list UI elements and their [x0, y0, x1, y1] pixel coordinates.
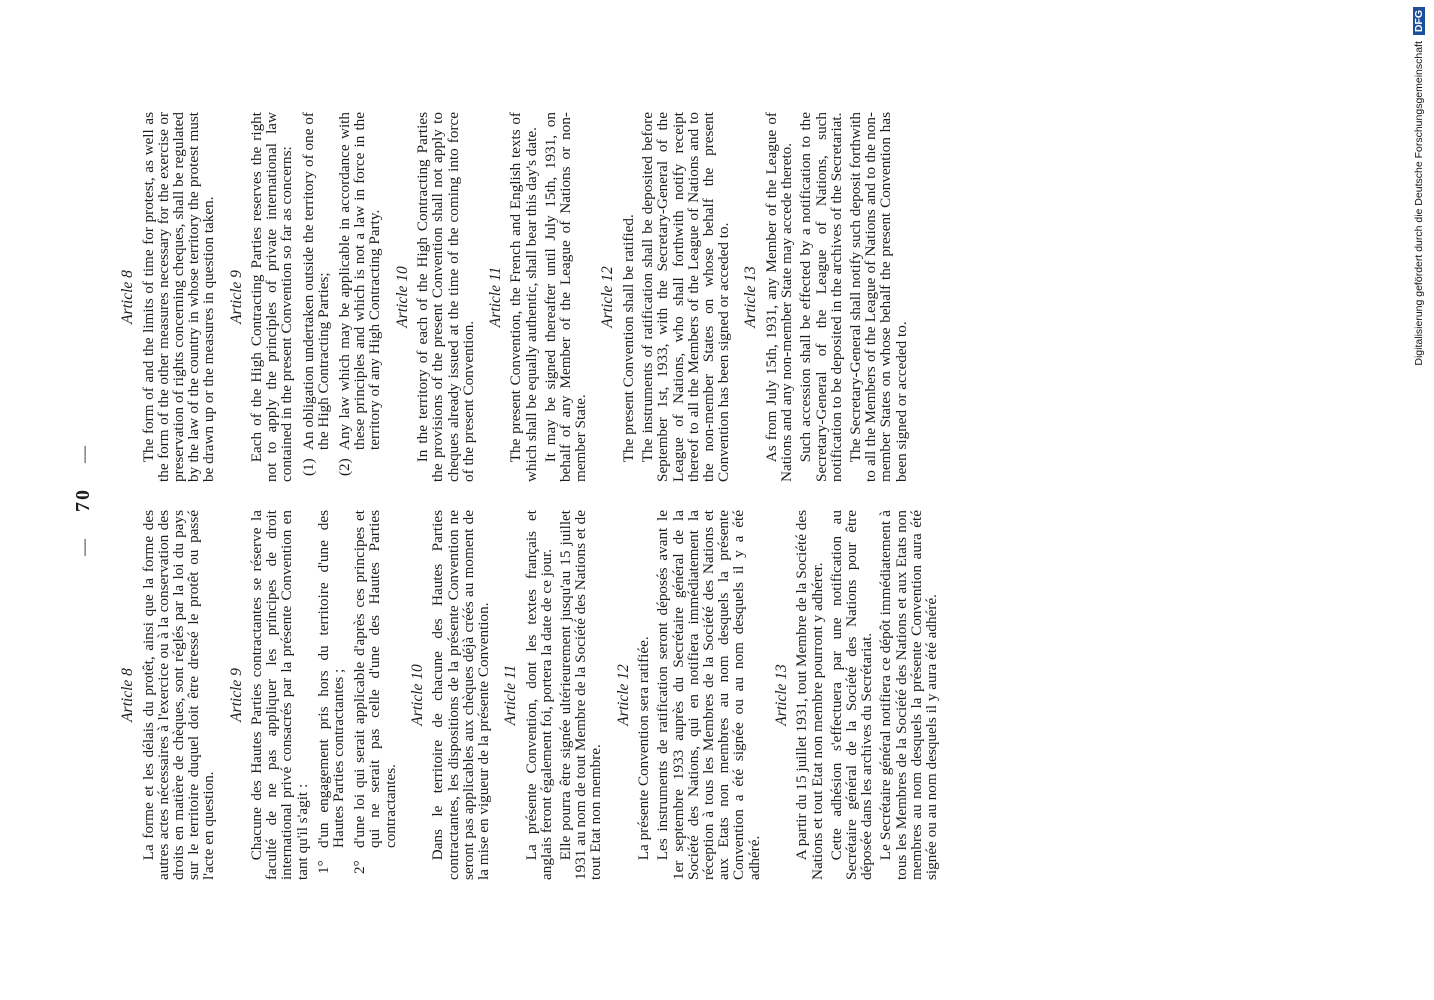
article-paragraph: The instruments of ratification shall be deposited before September 1st, 1933, with the Secretary-General of the League of Nations, who shall forthwith notify receipt thereof to all the Members of the League of Nations and to the non-member States on whose behalf the present Convention has been signed or acceded to.: [639, 112, 733, 482]
article-section: [600, 112, 731, 482]
article-list-item: [337, 112, 383, 482]
article-title: Article 11: [486, 266, 504, 328]
article-title: Article 10: [408, 664, 426, 726]
article-list-item: [352, 510, 398, 880]
article-paragraph: Such accession shall be effected by a notification to the Secretary-General of the League of Nations, such notification to be deposited in the archives of the Secretariat.: [797, 112, 845, 482]
article-paragraph: The Secretary-General shall notify such deposit forthwith to all the Members of the League of Nations and to the non-member States on whose behalf the present Convention has been signed or acceded to.: [846, 112, 910, 482]
article-title: Article 9: [227, 270, 245, 324]
article-paragraph: Dans le territoire de chacune des Hautes Parties contractantes, les dispositions de la présente Convention ne seront pas applicables aux chèques déjà créés au moment de la mise en vigueur de la présente Convention.: [429, 510, 492, 880]
article-section: [743, 112, 908, 482]
article-title: Article 13: [772, 664, 790, 726]
english-text-column: [120, 112, 921, 482]
article-section: [229, 112, 383, 482]
article-title: Article 12: [614, 664, 632, 726]
article-paragraph: La présente Convention sera ratifiée.: [635, 636, 653, 861]
digitization-stamp: [1408, 8, 1430, 398]
list-item-marker: 2°: [351, 860, 369, 874]
article-paragraph: The present Convention shall be ratified.: [619, 214, 637, 463]
list-item-text: Any law which may be applicable in accordance with these principles and which is not a law in force in the territory of any High Contracting Party.: [336, 112, 384, 450]
article-title: Article 8: [119, 270, 136, 324]
article-paragraph: La forme et les délais du protêt, ainsi que la forme des autres actes nécessaires à l'exercice ou à la conservation des droits en matière de chèques, sont réglés par la loi du pays sur le territoire duquel doit être dressé le protêt ou passé l'acte en question.: [139, 510, 218, 880]
article-paragraph: Chacune des Hautes Parties contractantes se réserve la faculté de ne pas appliquer les principes de droit international privé consacrés par la présente Convention en tant qu'il s'agit :: [248, 510, 311, 880]
article-section: [120, 112, 217, 482]
article-section: [410, 510, 491, 880]
article-paragraph: Cette adhésion s'effectuera par une notification au Secrétaire général de la Société des Nations pour être déposée dans les archives du Secrétariat.: [827, 510, 876, 880]
article-paragraph: In the territory of each of the High Contracting Parties the provisions of the present Convention shall not apply to cheques already issued at the time of the coming into force of the present Convention.: [414, 112, 477, 482]
article-section: [774, 510, 939, 880]
dfg-logo: DFG: [1413, 7, 1425, 35]
list-item-marker: (2): [336, 458, 354, 476]
list-item-marker: 1°: [314, 860, 332, 874]
digitization-note: Digitalisierung gefördert durch die Deutsche Forschungsgemeinschaft: [1413, 41, 1425, 366]
header-dash-left: —: [74, 537, 93, 556]
article-section: [503, 510, 604, 880]
article-section: [616, 510, 762, 880]
list-item-text: d'une loi qui serait applicable d'après ces principes et qui ne serait pas celle d'une des Hautes Parties contractantes.: [351, 510, 399, 848]
list-item-text: An obligation undertaken outside the territory of one of the High Contracting Parties;: [299, 112, 332, 450]
article-paragraph: The form of and the limits of time for protest, as well as the form of the other measures necessary for the exercise or preservation of rights concerning cheques, shall be regulated by the law of the country in whose territory the protest must be drawn up or the measures in question taken.: [139, 112, 218, 482]
article-paragraph: Each of the High Contracting Parties reserves the right not to apply the principles of private international law contained in the present Convention so far as concerns:: [248, 112, 296, 482]
article-list-item: [301, 112, 331, 482]
article-section: [229, 510, 398, 880]
article-paragraph: Les instruments de ratification seront déposés avant le 1er septembre 1933 auprès du Secrétaire général de la Société des Nations, qui en notifiera immédiatement la réception à tous les Membres de la Société des Nations et aux Etats non membres au nom desquels la présente Convention a été signée ou au nom desquels il y a été adhéré.: [654, 510, 763, 880]
article-title: Article 11: [502, 664, 520, 726]
article-paragraph: La présente Convention, dont les textes français et anglais feront également foi, portera la date de ce jour.: [522, 510, 555, 880]
article-paragraph: The present Convention, the French and English texts of which shall be equally authentic, shall bear this day's date.: [507, 112, 540, 482]
article-paragraph: Le Secrétaire général notifiera ce dépôt immédiatement à tous les Membres de la Société des Nations et aux Etats non membres au nom desquels la présente Convention aura été signée ou au nom desquels il y aura été adhéré.: [877, 510, 940, 880]
article-section: [120, 510, 217, 880]
article-title: Article 10: [393, 266, 411, 328]
article-title: Article 12: [599, 266, 617, 328]
page-header: [72, 0, 95, 1000]
article-title: Article 9: [227, 668, 245, 722]
article-paragraph: A partir du 15 juillet 1931, tout Membre de la Société des Nations et tout Etat non membre pourront y adhérer.: [793, 510, 826, 880]
french-text-column: [120, 510, 951, 880]
article-section: [395, 112, 476, 482]
article-title: Article 13: [742, 266, 760, 328]
article-paragraph: Elle pourra être signée ultérieurement jusqu'au 15 juillet 1931 au nom de tout Membre de la Société des Nations et de tout Etat non membre.: [557, 510, 605, 880]
page-number: 70: [72, 488, 94, 512]
article-paragraph: As from July 15th, 1931, any Member of the League of Nations and any non-member State may accede thereto.: [762, 112, 796, 482]
article-list-item: [316, 510, 346, 880]
header-dash-right: —: [74, 444, 93, 463]
list-item-marker: (1): [299, 458, 317, 476]
article-paragraph: It may be signed thereafter until July 15th, 1931, on behalf of any Member of the League of Nations or non-member State.: [541, 112, 590, 482]
article-title: Article 8: [119, 668, 136, 722]
article-section: [488, 112, 589, 482]
list-item-text: d'un engagement pris hors du territoire d'une des Hautes Parties contractantes ;: [314, 510, 348, 848]
